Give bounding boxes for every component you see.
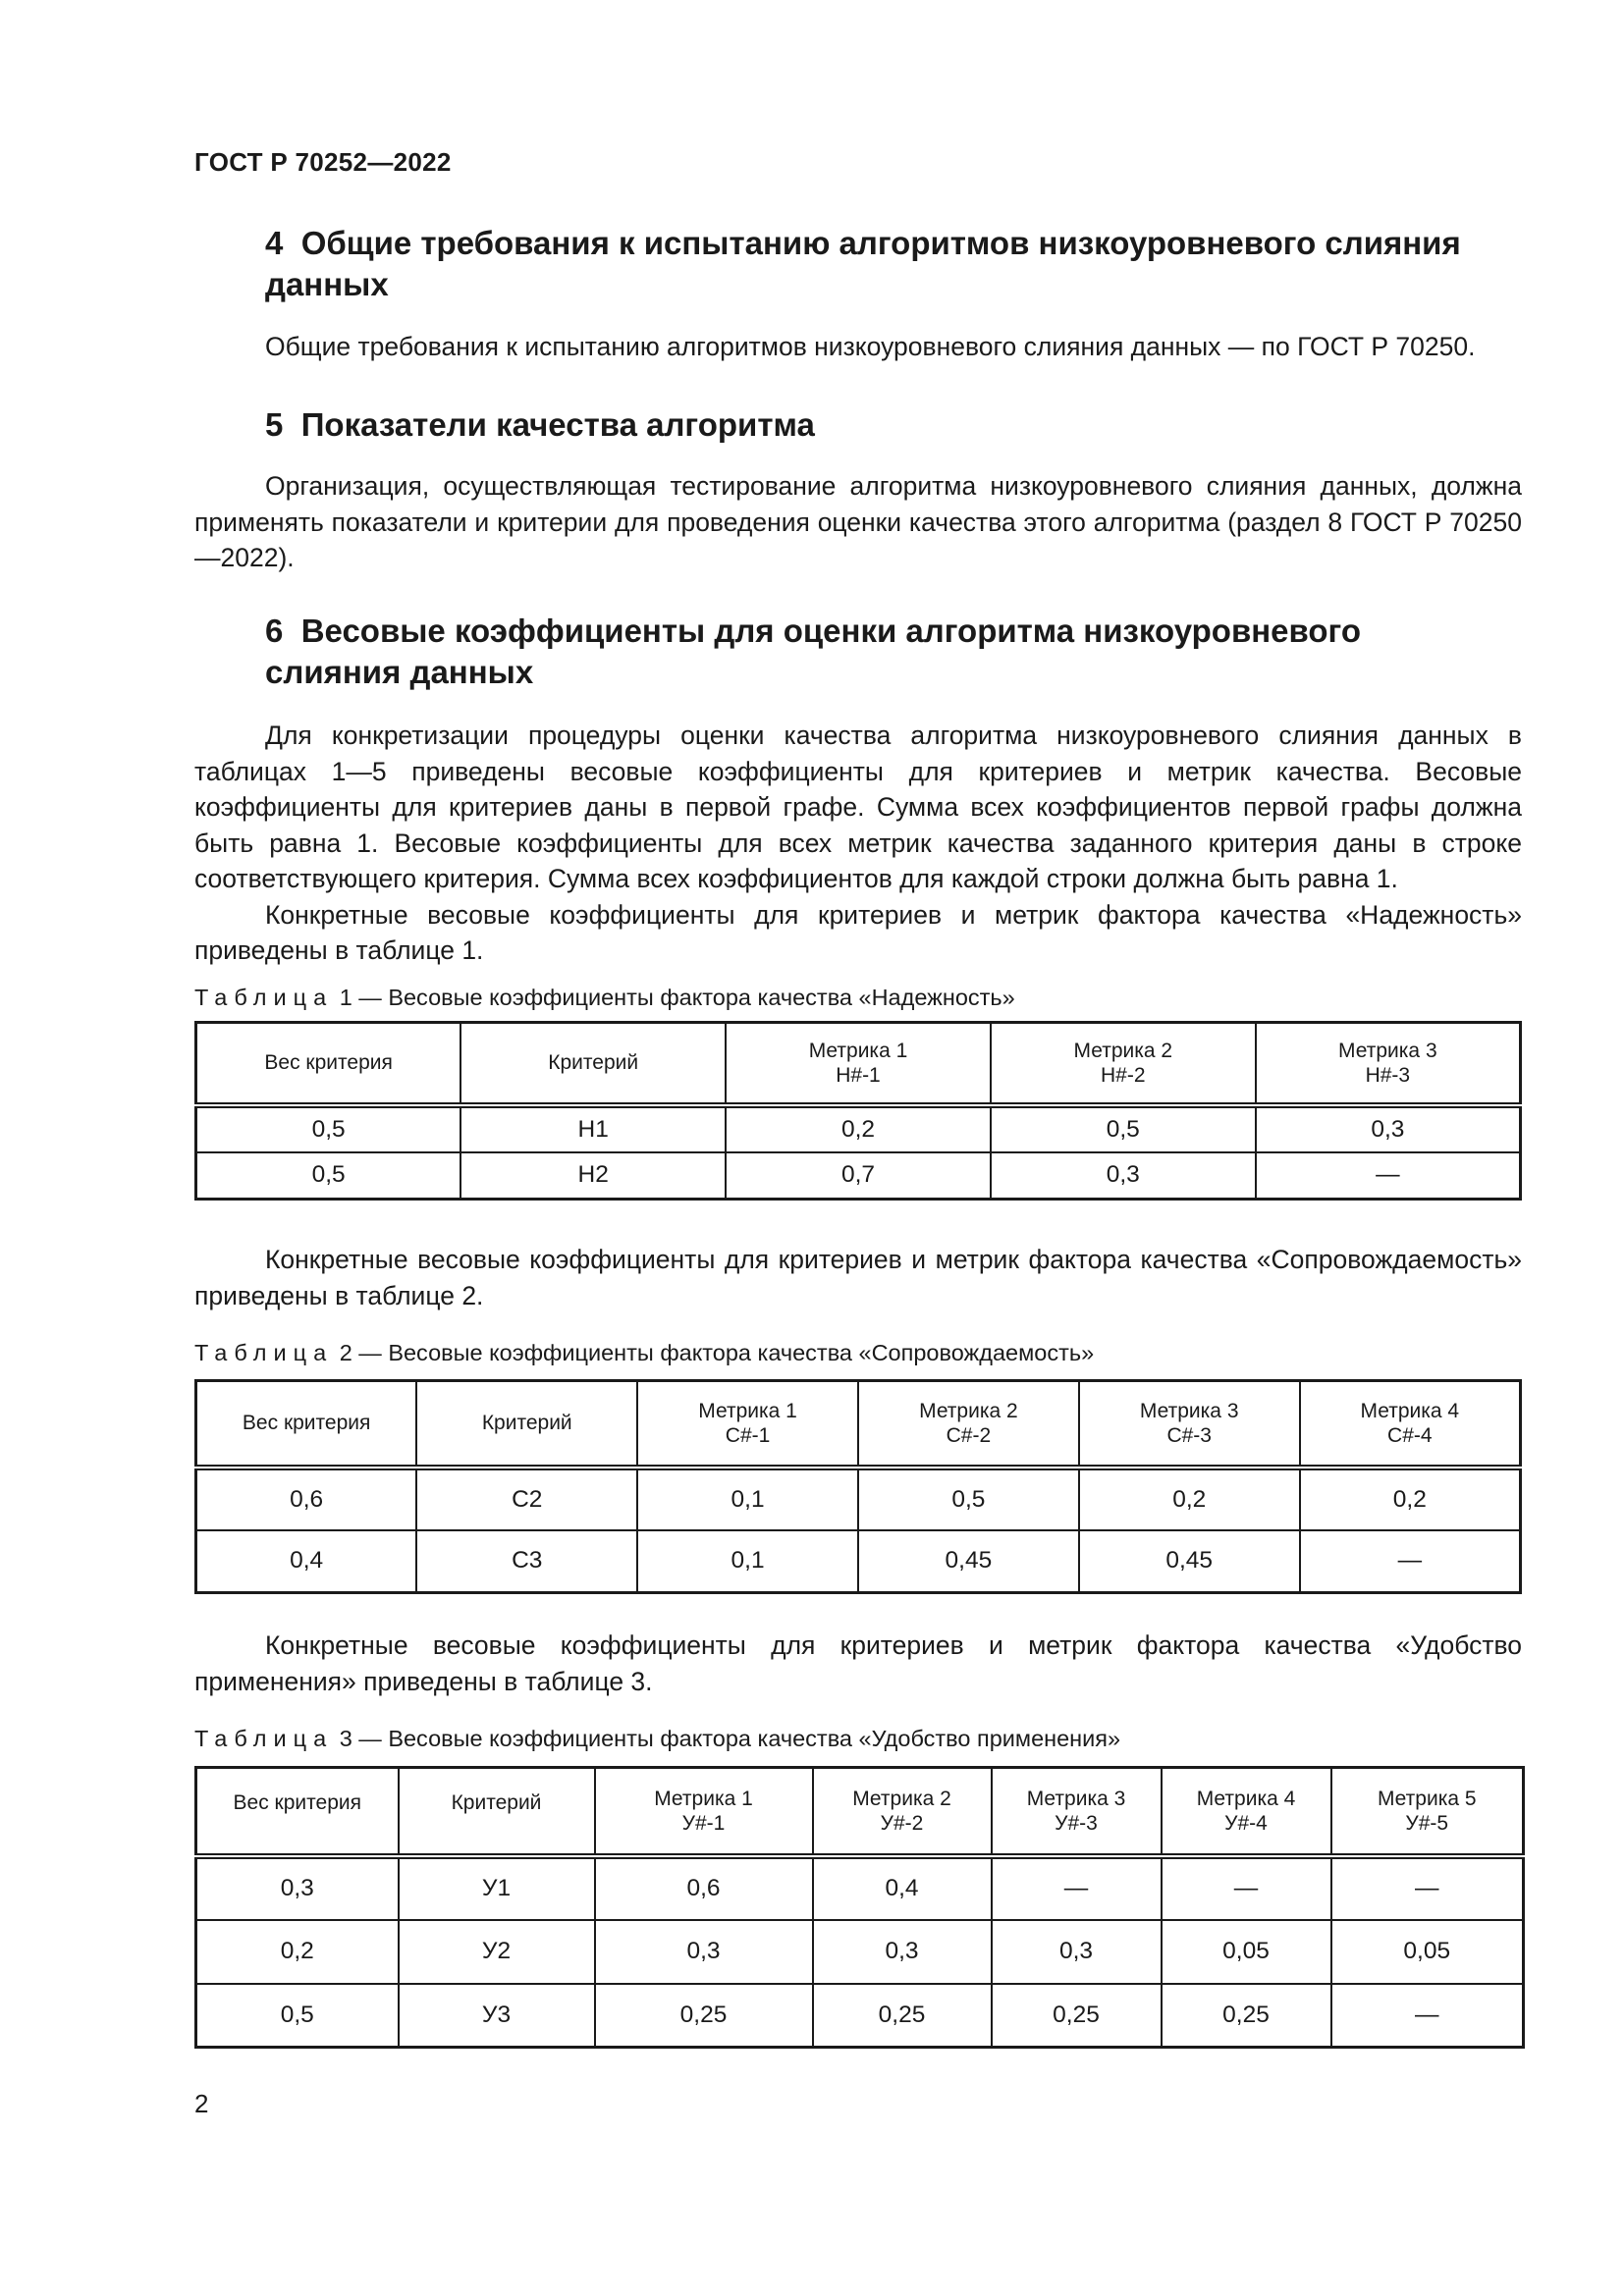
table-row: [196, 1152, 1521, 1200]
table-1-header-cell: [1256, 1023, 1521, 1105]
header-line2: Н#-3: [1365, 1063, 1411, 1087]
table-3: [194, 1766, 1525, 2049]
header-line1: Метрика 1: [698, 1399, 797, 1422]
table-2: [194, 1379, 1522, 1594]
table-cell: У2: [399, 1920, 595, 1984]
section-5-title: 5 Показатели качества алгоритма: [265, 406, 815, 443]
table-row: [196, 1105, 1521, 1152]
table-cell: 0,3: [1256, 1105, 1521, 1152]
header-line1: Метрика 2: [919, 1399, 1018, 1422]
header-line1: Вес критерия: [264, 1051, 393, 1075]
table-cell: 0,1: [637, 1468, 858, 1530]
section-4-text: Общие требования к испытанию алгоритмов низкоуровневого слияния данных — по ГОСТ Р 70250.: [265, 332, 1476, 361]
table-1-caption-text: 1 — Весовые коэффициенты фактора качества «Надежность»: [339, 985, 1015, 1010]
table-cell: 0,6: [595, 1856, 813, 1920]
header-line1: Метрика 1: [808, 1039, 908, 1062]
table-cell: 0,5: [991, 1105, 1256, 1152]
table-cell: У1: [399, 1856, 595, 1920]
table-3-header-cell: [1162, 1768, 1331, 1856]
table-cell: 0,3: [992, 1920, 1162, 1984]
table-cell: 0,7: [726, 1152, 991, 1200]
table-cell: 0,25: [813, 1984, 992, 2048]
table-cell: 0,6: [196, 1468, 417, 1530]
table-3-header-cell: [1331, 1768, 1524, 1856]
table-cell: 0,3: [813, 1920, 992, 1984]
table-2-intro-text: Конкретные весовые коэффициенты для критериев и метрик фактора качества «Сопровождаемость» приведены в таблице 2.: [194, 1245, 1522, 1310]
table-1-caption-word: Таблица: [194, 985, 334, 1010]
table-3-header-cell: [196, 1768, 399, 1856]
table-row: [196, 1468, 1521, 1530]
table-2-header-cell: [1300, 1381, 1521, 1468]
section-6-title-line1: 6 Весовые коэффициенты для оценки алгоритма низкоуровневого: [265, 613, 1362, 649]
header-line1: Метрика 3: [1338, 1039, 1437, 1062]
header-line1: Критерий: [451, 1791, 542, 1814]
page-number: 2: [194, 2089, 209, 2118]
header-line1: Метрика 2: [852, 1787, 951, 1810]
table-3-header-cell: [595, 1768, 813, 1856]
table-1-header-cell: [991, 1023, 1256, 1105]
table-cell: 0,05: [1162, 1920, 1331, 1984]
table-cell: 0,2: [196, 1920, 399, 1984]
document-header: ГОСТ Р 70252—2022: [194, 147, 452, 177]
table-2-header-cell: [637, 1381, 858, 1468]
header-line1: Критерий: [548, 1051, 639, 1075]
table-cell: 0,3: [595, 1920, 813, 1984]
section-6-title: [265, 611, 1361, 693]
table-cell: 0,1: [637, 1530, 858, 1593]
section-6-paragraph-2: Конкретные весовые коэффициенты для критериев и метрик фактора качества «Надежность» приведены в таблице 1.: [194, 899, 1522, 965]
header-line2: С#-1: [725, 1423, 771, 1447]
table-2-caption: [194, 1340, 1094, 1366]
table-1-header-cell: [726, 1023, 991, 1105]
table-1: [194, 1021, 1522, 1201]
header-line1: Метрика 2: [1073, 1039, 1173, 1062]
table-1-caption: [194, 985, 1015, 1011]
table-cell: Н1: [460, 1105, 726, 1152]
table-cell: С2: [416, 1468, 637, 1530]
header-line2: У#-5: [1405, 1811, 1449, 1835]
table-3-header-cell: [992, 1768, 1162, 1856]
header-line1: Метрика 4: [1360, 1399, 1460, 1422]
section-6-title-line2: слияния данных: [265, 654, 534, 690]
header-line1: Вес критерия: [233, 1791, 361, 1814]
header-line2: У#-4: [1224, 1811, 1268, 1835]
section-5-text: Организация, осуществляющая тестирование алгоритма низкоуровневого слияния данных, должна применять показатели и критерии для проведения оценки качества этого алгоритма (раздел 8 ГОСТ Р 70250—2022).: [194, 471, 1522, 572]
table-cell: Н2: [460, 1152, 726, 1200]
table-2-caption-word: Таблица: [194, 1340, 334, 1365]
table-2-header-cell: [1079, 1381, 1300, 1468]
table-1-header-cell: [460, 1023, 726, 1105]
section-6-paragraph-1: Для конкретизации процедуры оценки качества алгоритма низкоуровневого слияния данных в таблицах 1—5 приведены весовые коэффициенты для критериев и метрик качества. Весовые коэффициенты для критериев даны в первой графе. Сумма всех коэффициентов первой графы должна быть равна 1. Весовые коэффициенты для всех метрик качества заданного критерия даны в строке соответствующего критерия. Сумма всех коэффициентов для каждой строки должна быть равна 1.: [194, 721, 1522, 893]
table-3-header-cell: [399, 1768, 595, 1856]
header-line1: Метрика 5: [1377, 1787, 1477, 1810]
table-cell: 0,05: [1331, 1920, 1524, 1984]
table-cell: 0,4: [813, 1856, 992, 1920]
table-cell: —: [1256, 1152, 1521, 1200]
table-cell: С3: [416, 1530, 637, 1593]
table-2-intro: [194, 1242, 1522, 1313]
header-line1: Критерий: [481, 1412, 572, 1435]
table-cell: 0,5: [196, 1984, 399, 2048]
table-cell: 0,5: [196, 1105, 461, 1152]
section-6-paragraphs: [194, 718, 1522, 969]
table-row: [196, 1920, 1524, 1984]
table-cell: 0,25: [1162, 1984, 1331, 2048]
table-3-caption: [194, 1726, 1120, 1752]
table-cell: —: [1331, 1984, 1524, 2048]
header-line2: Н#-1: [836, 1063, 881, 1087]
section-4-title-line1: 4 Общие требования к испытанию алгоритмов низкоуровневого слияния: [265, 225, 1461, 261]
table-3-header-row: [196, 1768, 1524, 1856]
table-cell: 0,5: [858, 1468, 1079, 1530]
header-line1: Метрика 3: [1026, 1787, 1126, 1810]
table-cell: —: [1300, 1530, 1521, 1593]
header-line1: Метрика 3: [1139, 1399, 1239, 1422]
table-cell: —: [1162, 1856, 1331, 1920]
table-3-caption-word: Таблица: [194, 1726, 334, 1751]
table-cell: 0,25: [595, 1984, 813, 2048]
table-cell: У3: [399, 1984, 595, 2048]
table-cell: —: [1331, 1856, 1524, 1920]
section-4-title: [265, 223, 1461, 305]
table-cell: 0,2: [1300, 1468, 1521, 1530]
header-line1: Метрика 1: [654, 1787, 753, 1810]
section-5-paragraph: [194, 468, 1522, 576]
table-cell: 0,25: [992, 1984, 1162, 2048]
table-3-intro: [194, 1628, 1522, 1699]
header-line2: У#-3: [1055, 1811, 1098, 1835]
header-line2: У#-1: [681, 1811, 726, 1835]
table-1-header-row: [196, 1023, 1521, 1105]
table-cell: 0,3: [991, 1152, 1256, 1200]
header-line1: Метрика 4: [1196, 1787, 1296, 1810]
table-2-header-row: [196, 1381, 1521, 1468]
table-cell: 0,3: [196, 1856, 399, 1920]
table-1-header-cell: [196, 1023, 461, 1105]
header-line2: Н#-2: [1101, 1063, 1146, 1087]
table-cell: —: [992, 1856, 1162, 1920]
table-cell: 0,45: [1079, 1530, 1300, 1593]
table-2-header-cell: [416, 1381, 637, 1468]
table-2-header-cell: [196, 1381, 417, 1468]
header-line2: У#-2: [880, 1811, 924, 1835]
header-line2: С#-3: [1166, 1423, 1212, 1447]
header-line1: Вес критерия: [242, 1412, 371, 1435]
table-2-caption-text: 2 — Весовые коэффициенты фактора качества «Сопровождаемость»: [339, 1340, 1095, 1365]
table-3-caption-text: 3 — Весовые коэффициенты фактора качества «Удобство применения»: [339, 1726, 1121, 1751]
table-3-header-cell: [813, 1768, 992, 1856]
table-cell: 0,2: [726, 1105, 991, 1152]
section-4-title-line2: данных: [265, 266, 389, 302]
table-cell: 0,5: [196, 1152, 461, 1200]
header-line2: С#-2: [946, 1423, 992, 1447]
table-cell: 0,45: [858, 1530, 1079, 1593]
header-line2: С#-4: [1387, 1423, 1433, 1447]
table-row: [196, 1856, 1524, 1920]
table-2-header-cell: [858, 1381, 1079, 1468]
table-cell: 0,4: [196, 1530, 417, 1593]
table-row: [196, 1530, 1521, 1593]
table-3-intro-text: Конкретные весовые коэффициенты для критериев и метрик фактора качества «Удобство применения» приведены в таблице 3.: [194, 1630, 1522, 1696]
table-cell: 0,2: [1079, 1468, 1300, 1530]
table-row: [196, 1984, 1524, 2048]
